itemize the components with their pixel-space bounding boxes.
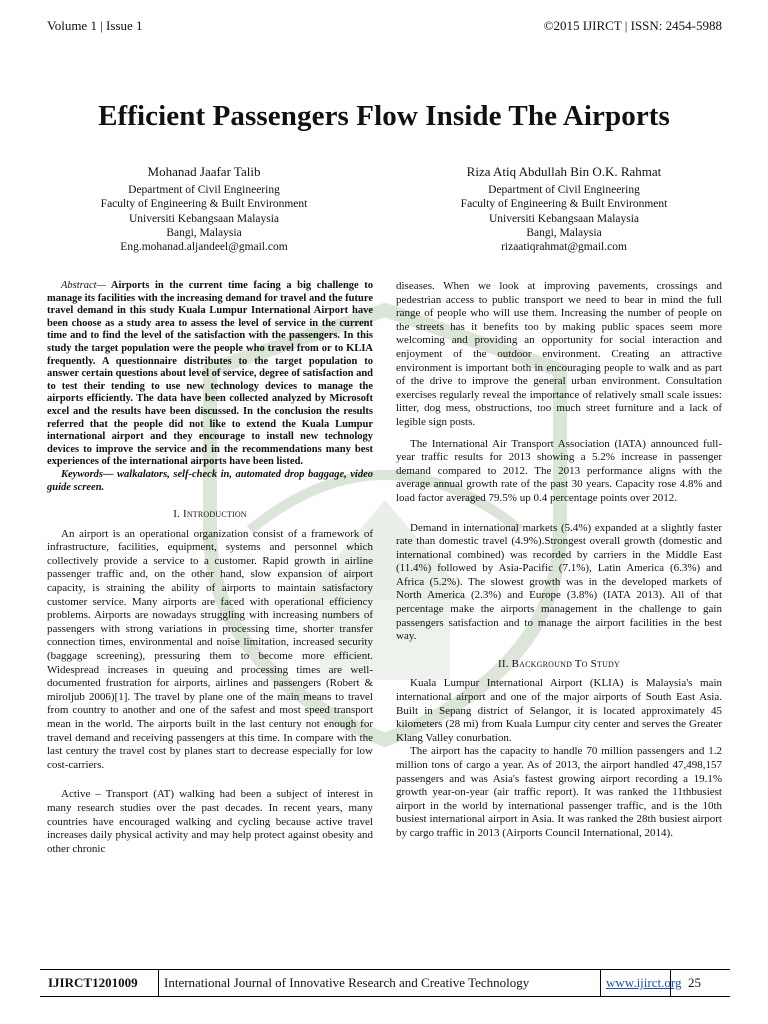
abstract-label: Abstract—: [61, 280, 106, 291]
background-paragraph-1: Kuala Lumpur International Airport (KLIA) is Malaysia's main international airport and one of the major airports of South East Asia. Built in Sepang district of Selangor, it is located approximately 45 kilometers (28 mi) from Kuala Lumpur city center and serves the Greater Klang Valley conurbation.: [396, 677, 722, 744]
journal-name: International Journal of Innovative Research and Creative Technology: [164, 975, 530, 990]
body-paragraph: Demand in international markets (5.4%) expanded at a slightly faster rate than domestic travel (4.9%).Strongest overall growth (domestic and international combined) was recorded by carriers in the Middle East (11.4%) followed by Asia-Pacific (7.1%), Latin America (6.3%) and Africa (5.2%). The slowest growth was in the developed markets of North America (2.3%) and Europe (3.8%) (IATA 2013). All of that percentage make the airports management in the challenge to gain passengers satisfaction and to manage the airport facilities in the best way.: [396, 521, 722, 643]
author-location: Bangi, Malaysia: [166, 226, 242, 239]
author-faculty: Faculty of Engineering & Built Environment: [460, 198, 668, 211]
page-footer: [40, 969, 730, 997]
author-name: Mohanad Jaafar Talib: [147, 164, 261, 179]
author-email: Eng.mohanad.aljandeel@gmail.com: [120, 241, 288, 254]
author-block-2: [424, 165, 704, 254]
keywords: [47, 469, 373, 494]
author-block-1: [64, 165, 344, 254]
footer-divider: [600, 970, 601, 996]
body-paragraph: The International Air Transport Association (IATA) announced full-year traffic results for 2013 showing a 5.2% increase in passenger demand compared to 2012. The 2013 performance aligns with the average annual growth rate of the past 30 years. Capacity rose 4.8% and load factor averaged 79.5% up 0.4 percentage points over 2012.: [396, 437, 722, 504]
author-university: Universiti Kebangsaan Malaysia: [128, 212, 280, 225]
author-location: Bangi, Malaysia: [526, 226, 602, 239]
keywords-text: walkalators, self-check in, automated drop baggage, video guide screen.: [47, 468, 373, 493]
author-dept: Department of Civil Engineering: [488, 184, 640, 197]
body-paragraph: diseases. When we look at improving pavements, crossings and pedestrian access to public transport we need to bear in mind the full range of people who will use them. Increasing the number of people on the streets has it benefits too by making public spaces seem more welcoming and providing an opportunity for social interaction and enjoyment of the outdoor environment. Creating an attractive environment is important both in encouraging people to walk and as part of the drive to improve the general urban environment. Consultation exercises regularly reveal the importance of relatively small scale issues: litter, dog mess, obstructions, too much street furniture and a lack of legible sign posts.: [396, 280, 722, 428]
footer-divider: [158, 970, 159, 996]
section-heading-background: II. Background To Study: [497, 657, 620, 670]
journal-website-link[interactable]: www.ijirct.org: [606, 975, 682, 990]
paper-id: IJIRCT1201009: [48, 975, 138, 990]
right-column: [396, 280, 722, 841]
paper-title: Efficient Passengers Flow Inside The Airports: [98, 100, 670, 132]
left-column: [47, 280, 373, 856]
page-number: 25: [688, 975, 701, 990]
author-dept: Department of Civil Engineering: [128, 184, 280, 197]
intro-paragraph-1: An airport is an operational organization consist of a framework of infrastructure, facilities, equipment, systems and personnel which collectively provide a service to a customer. Rapid growth in airline passenger traffic and, on the other hand, slow expansion of airport capacity, is straining the ability of airports to maintain satisfactory customer service. Many airports are faced with operational efficiency problems. Airports are nowadays struggling with increasing numbers of passengers with strong variations in processing time, shorter transfer connection times, environmental and noise limitation, increased security (baggage screening), pressuring them to become more efficient. Widespread increases in queuing and processing times are well-documented frustration for airports, airlines and passengers (Robert & miroljub 2006)[1]. The travel by plane one of the main means to travel from country to another and one of the safest and most speed transport mean in the world. The airports built in the last century not enough for travel demand and receiving passengers at this time. In compare with the last century the travel cost by planes start to decrease especially for low cost-carriers.: [47, 527, 373, 771]
keywords-label: Keywords—: [61, 468, 114, 480]
author-university: Universiti Kebangsaan Malaysia: [488, 212, 640, 225]
author-name: Riza Atiq Abdullah Bin O.K. Rahmat: [466, 164, 662, 179]
section-heading-introduction: I. Introduction: [173, 508, 247, 521]
abstract: [47, 280, 373, 469]
volume-issue: Volume 1 | Issue 1: [47, 18, 143, 33]
footer-divider: [670, 970, 671, 996]
intro-paragraph-2: Active – Transport (AT) walking had been a subject of interest in many research studies over the past decades. In recent years, many countries have encouraged walking and cycling because active travel increases daily physical activity and may help protect against obesity and other chronic: [47, 788, 373, 855]
background-paragraph-2: The airport has the capacity to handle 70 million passengers and 1.2 million tons of cargo a year. As of 2013, the airport handled 47,498,157 passengers and was Asia's fastest growing airport recording a 19.1% growth year-on-year (air traffic report). It was ranked the 11thbusiest airport in the world by international passenger traffic, and is the 10th busiest international airport in Asia. It was ranked the 28th busiest airport by cargo traffic in 2013 (Airports Council International, 2014).: [396, 745, 722, 839]
copyright-issn: ©2015 IJIRCT | ISSN: 2454-5988: [543, 18, 722, 33]
author-faculty: Faculty of Engineering & Built Environment: [100, 198, 308, 211]
author-email: rizaatiqrahmat@gmail.com: [501, 241, 627, 254]
abstract-text: Airports in the current time facing a big challenge to manage its facilities with the increasing demand for travel and the future travel demand in this study Kuala Lumpur International Airport have been choose as a study area to assess the level of service in the current time and to find the level of the satisfaction with the passengers. In this study the target population were the people who travel from or to KLIA frequently. A questionnaire distributes to the target population to answer certain questions about level of service, degree of satisfaction and to test their tending to use new technology devices to manage the airports efficiently. The data have been collected analyzed by Microsoft excel and the results have been discussed. In the conclusion the results referred that the people did not like to extend the Kuala Lumpur international airport and they encourage to install new technology devices to improve the service and in the recommendations many best experiences of the international airports have been listed.: [47, 280, 373, 468]
